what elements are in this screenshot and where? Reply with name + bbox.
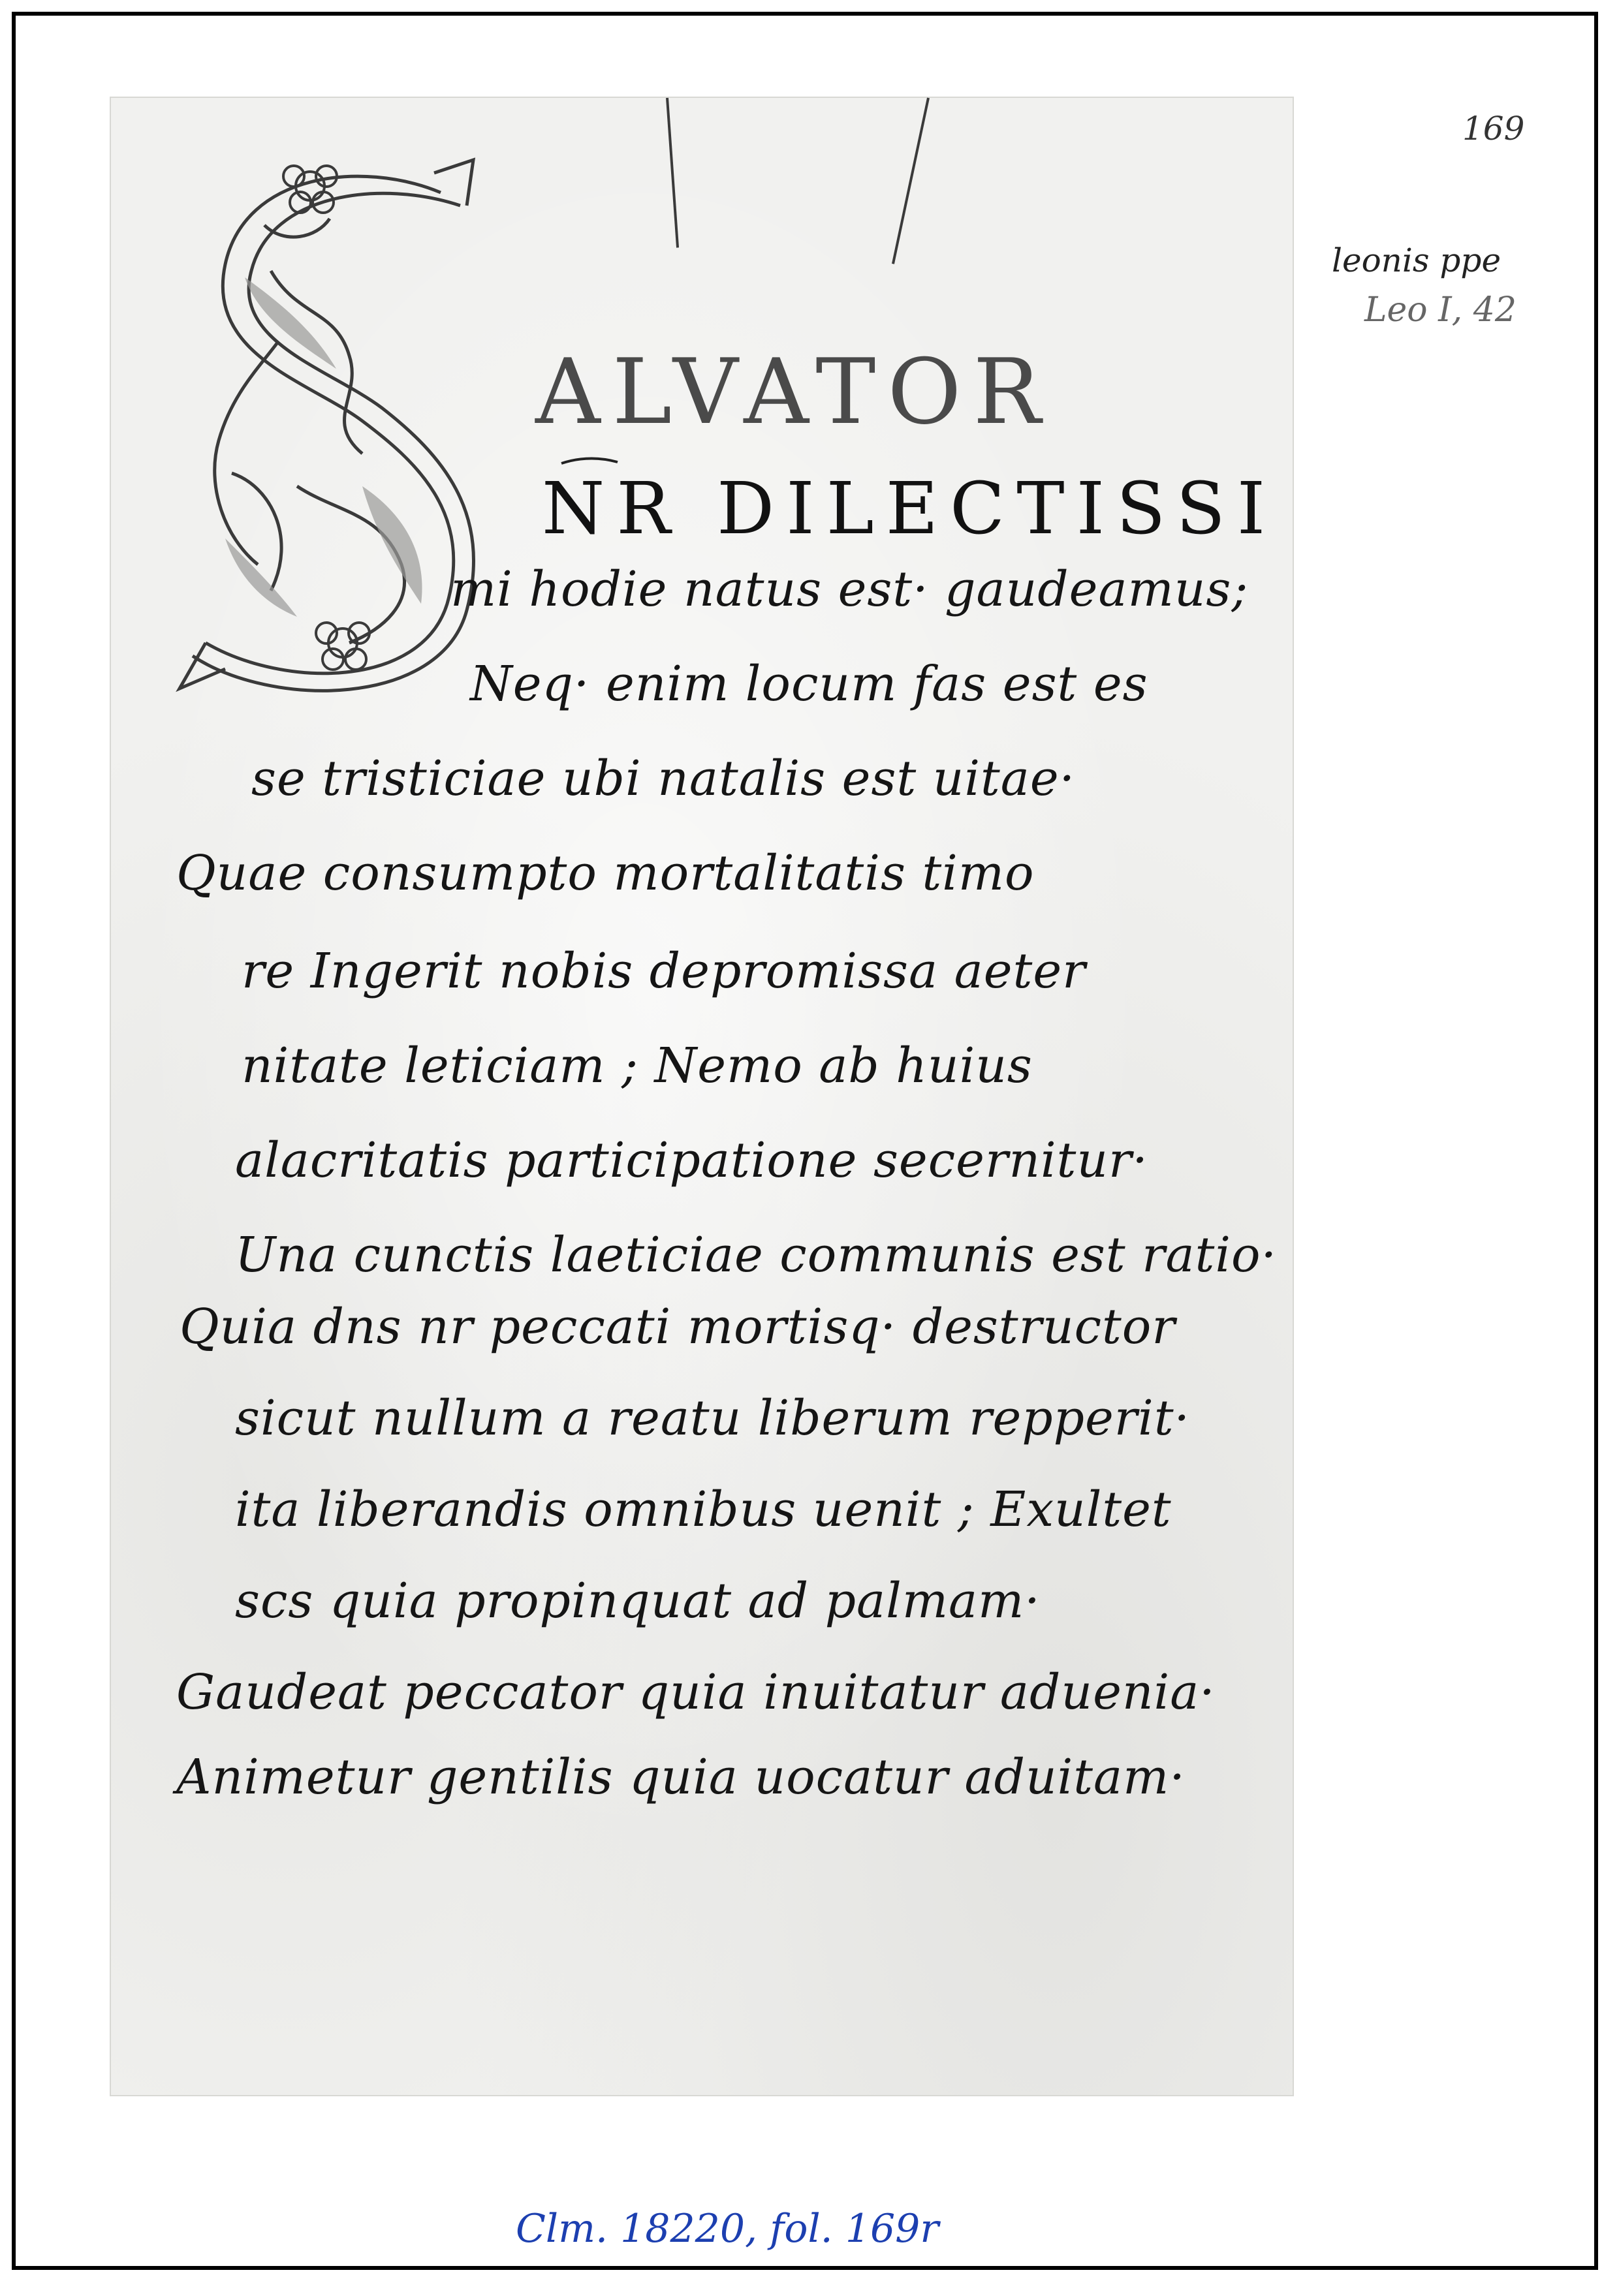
manuscript-line: Una cunctis laeticiae communis est ratio·: [235, 1227, 1278, 1283]
rubric-title-line-2: NR DILECTISSI: [542, 467, 1278, 550]
marginal-note-leo: Leo I, 42: [1364, 290, 1517, 330]
marginal-note-leonis: leonis ppe: [1332, 241, 1501, 279]
rubric-title-line-1: ALVATOR: [535, 339, 1053, 444]
manuscript-line: ita liberandis omnibus uenit ; Exultet: [235, 1482, 1172, 1538]
manuscript-line: mi hodie natus est· gaudeamus;: [450, 561, 1249, 617]
folio-number: 169: [1462, 110, 1525, 147]
manuscript-line: scs quia propinquat ad palmam·: [235, 1573, 1041, 1629]
abbreviation-mark: [560, 457, 619, 466]
manuscript-line: alacritatis participatione secernitur·: [235, 1132, 1148, 1188]
parchment-crack: [666, 98, 679, 248]
call-number: Clm. 18220, fol. 169r: [516, 2206, 939, 2252]
manuscript-line: sicut nullum a reatu liberum repperit·: [235, 1390, 1191, 1446]
manuscript-line: re Ingerit nobis depromissa aeter: [242, 943, 1086, 999]
manuscript-line: Animetur gentilis quia uocatur aduitam·: [176, 1749, 1186, 1805]
manuscript-line: nitate leticiam ; Nemo ab huius: [242, 1038, 1033, 1094]
decorated-initial-s: [166, 147, 493, 702]
manuscript-line: Quae consumpto mortalitatis timo: [176, 845, 1035, 901]
manuscript-line: Neq· enim locum fas est es: [470, 656, 1148, 712]
manuscript-line: se tristiciae ubi natalis est uitae·: [251, 751, 1076, 807]
parchment-crack: [892, 98, 930, 264]
manuscript-line: Quia dns nr peccati mortisq· destructor: [180, 1299, 1176, 1355]
manuscript-line: Gaudeat peccator quia inuitatur aduenia·: [176, 1664, 1216, 1720]
